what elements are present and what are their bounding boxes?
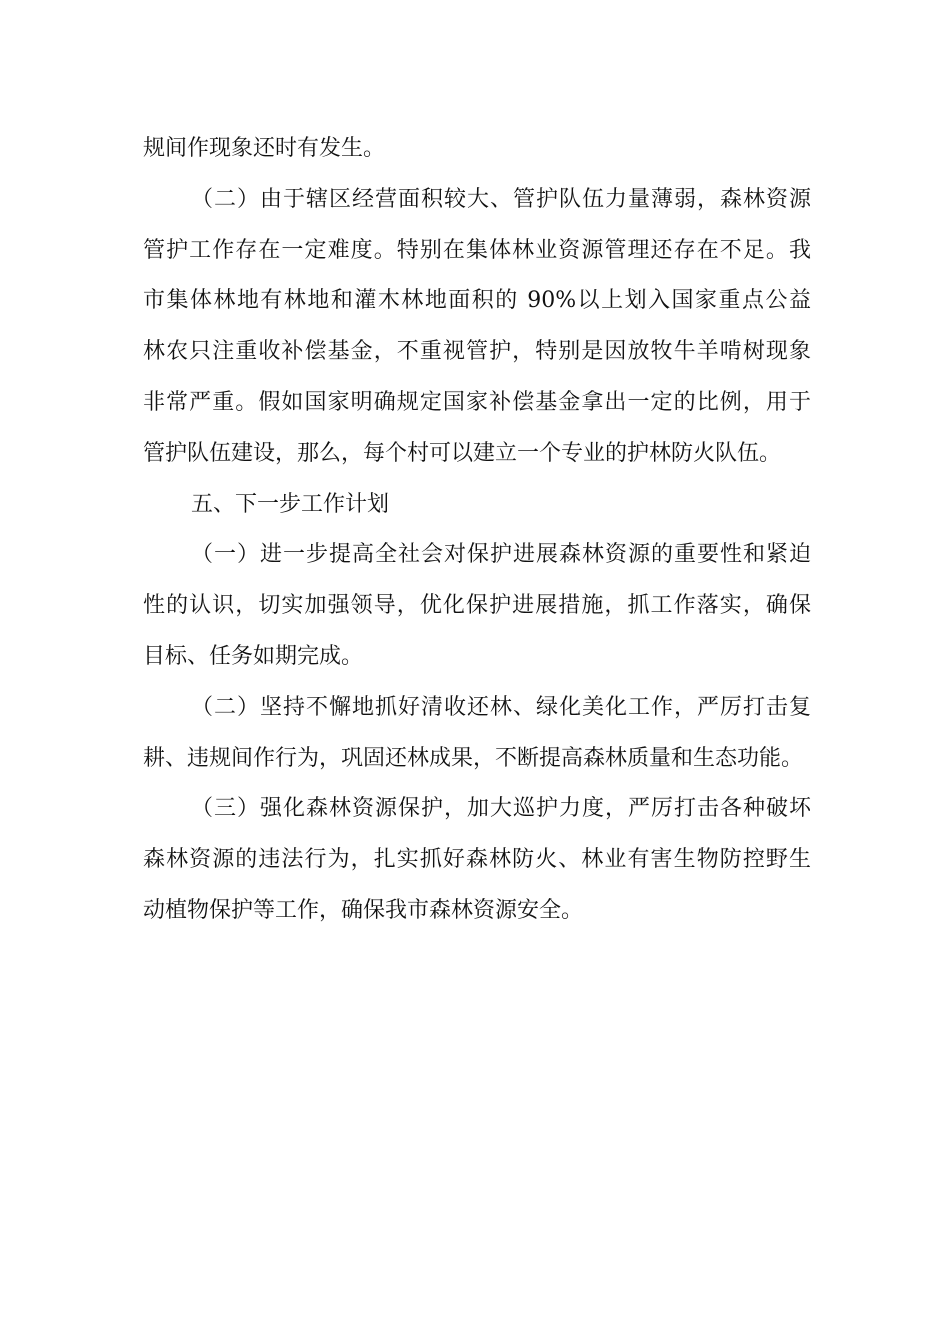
text-line: 管护队伍建设，那么，每个村可以建立一个专业的护林防火队伍。 bbox=[143, 440, 782, 466]
section-heading: 五、下一步工作计划 bbox=[191, 491, 390, 517]
text-line: 性的认识，切实加强领导，优化保护进展措施，抓工作落实，确保 bbox=[143, 593, 811, 619]
text-line: （一）进一步提高全社会对保护进展森林资源的重要性和紧迫 bbox=[191, 542, 811, 568]
text-line: （二）由于辖区经营面积较大、管护队伍力量薄弱，森林资源 bbox=[191, 186, 811, 212]
text-line: （二）坚持不懈地抓好清收还林、绿化美化工作，严厉打击复 bbox=[191, 694, 811, 720]
text-line: 市集体林地有林地和灌木林地面积的 90%以上划入国家重点公益 bbox=[143, 288, 811, 314]
text-line: 目标、任务如期完成。 bbox=[143, 643, 364, 669]
text-line: 规间作现象还时有发生。 bbox=[143, 136, 386, 161]
document-body bbox=[143, 124, 811, 937]
text-line: 林农只注重收补偿基金，不重视管护，特别是因放牧牛羊啃树现象 bbox=[143, 339, 811, 365]
text-line: 管护工作存在一定难度。特别在集体林业资源管理还存在不足。我 bbox=[143, 237, 811, 263]
text-line: 森林资源的违法行为，扎实抓好森林防火、林业有害生物防控野生 bbox=[143, 847, 811, 873]
text-line: （三）强化森林资源保护，加大巡护力度，严厉打击各种破坏 bbox=[191, 796, 811, 822]
text-line: 动植物保护等工作，确保我市森林资源安全。 bbox=[143, 897, 584, 923]
text-line: 非常严重。假如国家明确规定国家补偿基金拿出一定的比例，用于 bbox=[143, 389, 811, 415]
text-line: 耕、违规间作行为，巩固还林成果，不断提高森林质量和生态功能。 bbox=[143, 745, 804, 771]
